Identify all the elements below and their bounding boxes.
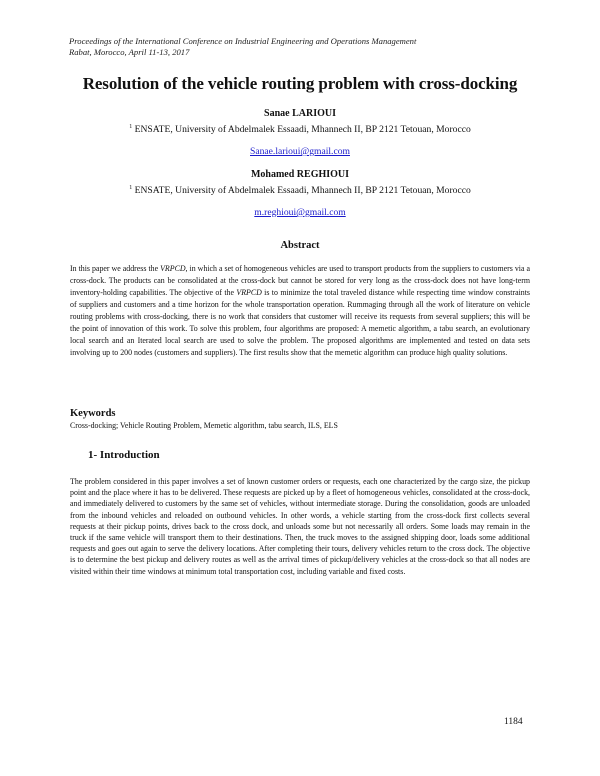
header-line-2: Rabat, Morocco, April 11-13, 2017 [69, 47, 190, 57]
author-name: Sanae LARIOUI [264, 108, 336, 119]
affiliation-text: ENSATE, University of Abdelmalek Essaadi, Mhannech II, BP 2121 Tetouan, Morocco [134, 185, 471, 197]
paper-title: Resolution of the vehicle routing problem with cross-docking [82, 74, 518, 93]
vrpcd-term: VRPCD [160, 264, 186, 273]
author-email[interactable]: Sanae.larioui@gmail.com [250, 146, 350, 157]
header-line-1: Proceedings of the International Conference on Industrial Engineering and Operations Management [69, 36, 417, 46]
affiliation-marker: 1 [129, 124, 133, 130]
author-affiliation [110, 182, 490, 197]
introduction-heading: 1- Introduction [88, 449, 160, 461]
introduction-text: The problem considered in this paper involves a set of known customer orders or requests, each one characterized by the cargo size, the pickup point and the place where it has to be delivered. These requests are picked up by a fleet of homogeneous vehicles, consolidated at the cross-dock, and immediately delivered to customers by the same set of vehicles, without intermediate storage. During the consolidation, goods are unloaded from the inbound vehicles and reloaded on outbound vehicles. In other words, a vehicle starting from the cross-dock first collects several requests at their pickup points, drives back to the cross dock, and unloads some but not necessarily all orders. Some loads may remain in the truck if the same vehicle will transport them to their destinations. Then, the truck moves to the assigned shipping door, loads some additional requests and goes out again to serve the delivery locations. After completing their tours, delivery vehicles return to the cross dock. The objective is to determine the best pickup and delivery routes as well as the arrival times of pickup/delivery vehicles at the cross-dock so that all nodes are visited within their time windows at minimum total transportation cost, including variable and fixed costs. [70, 477, 530, 576]
page-number: 1184 [504, 717, 523, 727]
keywords-heading: Keywords [70, 408, 116, 419]
author-affiliation [110, 121, 490, 136]
proceedings-header [69, 36, 416, 58]
keywords-text: Cross-docking; Vehicle Routing Problem, Memetic algorithm, tabu search, ILS, ELS [70, 421, 338, 430]
abstract-heading: Abstract [280, 240, 320, 251]
affiliation-text: ENSATE, University of Abdelmalek Essaadi, Mhannech II, BP 2121 Tetouan, Morocco [134, 124, 471, 136]
abstract-text: In this paper we address the VRPCD, in which a set of homogeneous vehicles are used to transport products from the suppliers to customers via a cross-dock. The products can be consolidated at the cross-dock but cannot be stored for very long as the cross-dock does not have long-term inventory-holding capabilities. The objective of the VRPCD is to minimize the total traveled distance while respecting time window constraints of suppliers and customers and a time horizon for the whole transportation operation. Rummaging through all the work of literature on vehicle routing problems with cross-docking, there is no work that considers that customer will receive its requests from several suppliers; this will be the point of innovation of this work. To solve this problem, four algorithms are proposed: A memetic algorithm, a tabu search, an evolutionary local search and an Iterated local search are used to solve the problem. The proposed algorithms are implemented and tested on data sets involving up to 200 nodes (customers and suppliers). The first results show that the memetic algorithm can produce high quality solutions. [70, 264, 530, 357]
affiliation-marker: 1 [129, 185, 133, 191]
author-email[interactable]: m.reghioui@gmail.com [254, 207, 346, 218]
author-name: Mohamed REGHIOUI [250, 169, 350, 180]
vrpcd-term: VRPCD [236, 288, 262, 297]
